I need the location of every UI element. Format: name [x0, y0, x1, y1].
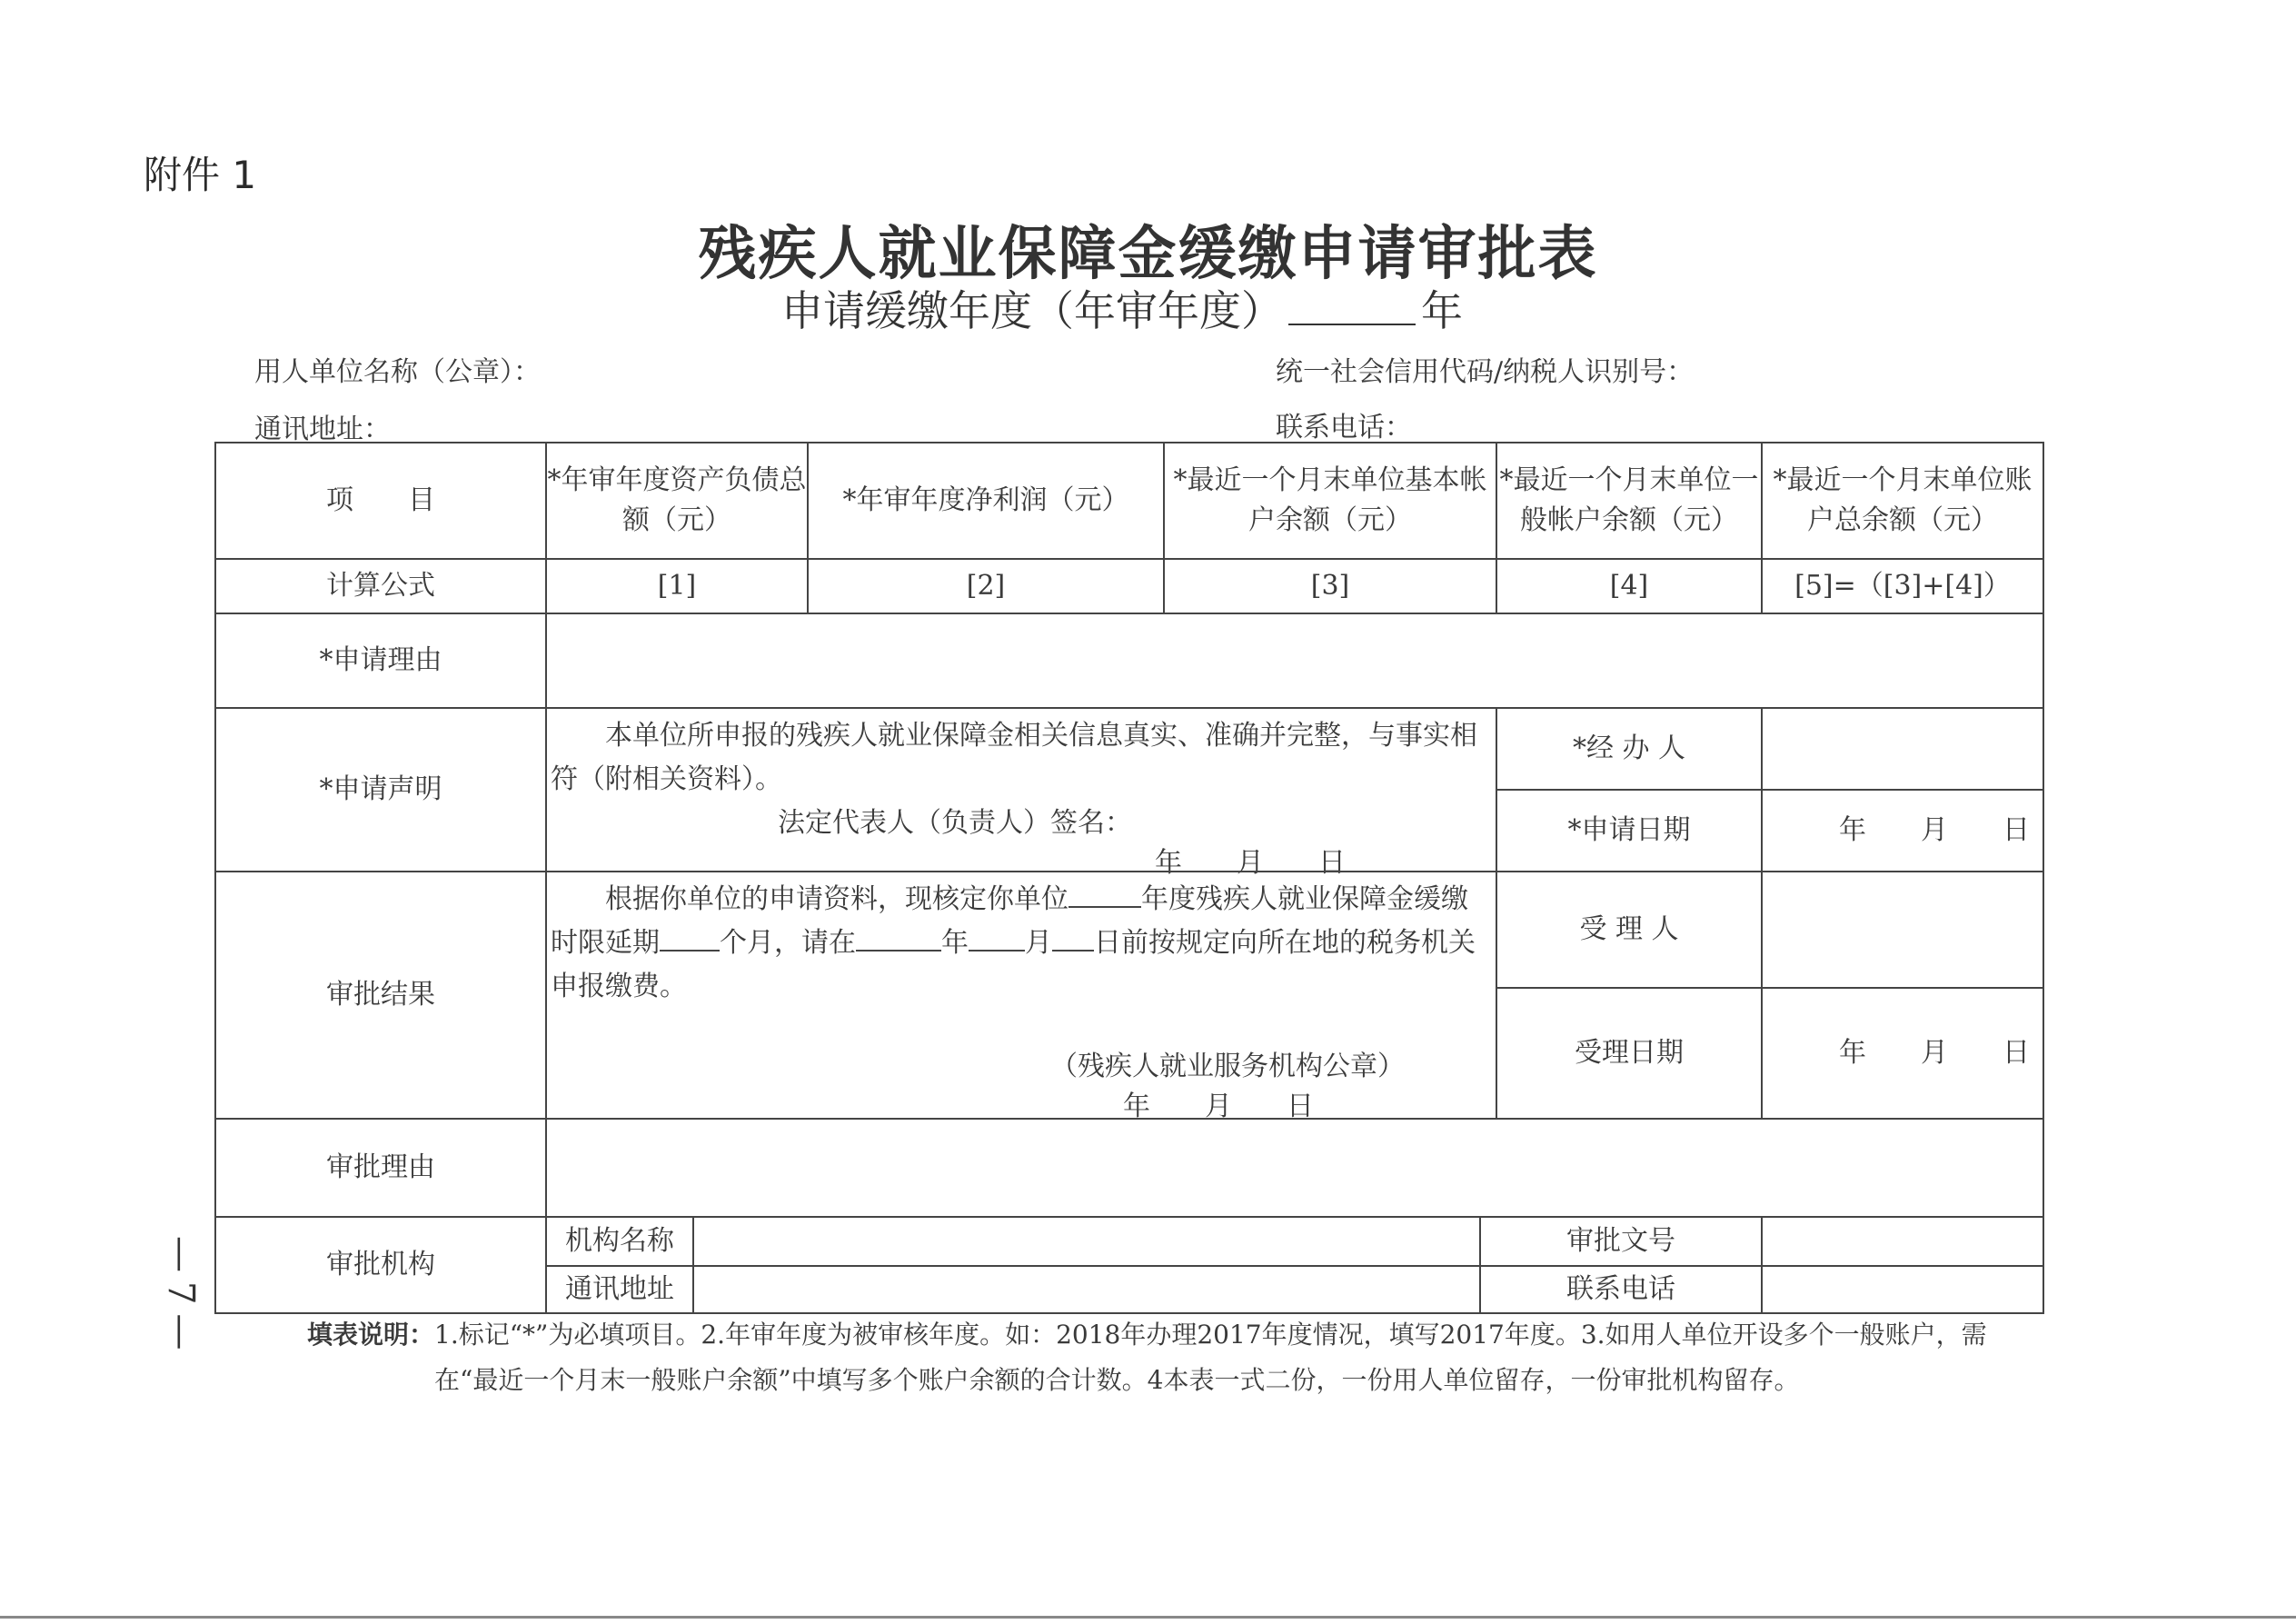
form-title: 残疾人就业保障金缓缴申请审批表: [698, 220, 1598, 288]
approval-text-2: 年度残疾人就业保障金缓缴时限延期: [551, 883, 1468, 959]
handler-field[interactable]: [1761, 707, 2044, 791]
formula-label: 计算公式: [214, 558, 547, 614]
deadline-day-blank[interactable]: [1052, 922, 1094, 951]
declaration-text-cell: [545, 707, 1497, 879]
receiver-label: 受 理 人: [1496, 871, 1763, 989]
instructions-text: 1.标记“*”为必填项目。2.年审年度为被审核年度。如：2018年办理2017年度情况，填写2017年度。3.如用人单位开设多个一般账户，需在“最近一个月末一般账户余额”中填写多个账户余额的合计数。4本表一式二份，一份用人单位留存，一份审批机构留存。: [434, 1320, 1987, 1395]
doc-no-label: 审批文号: [1479, 1216, 1763, 1267]
doc-no-field[interactable]: [1761, 1216, 2044, 1267]
subtitle-prefix: 申请缓缴年度（年审年度）: [781, 286, 1283, 335]
months-blank[interactable]: [660, 922, 720, 951]
org-phone-label: 联系电话: [1479, 1265, 1763, 1314]
org-name-field[interactable]: [692, 1216, 1481, 1267]
instructions-label: 填表说明：: [307, 1320, 435, 1350]
approval-text-4: 年: [941, 927, 969, 959]
credit-code-label: 统一社会信用代码/纳税人识别号：: [1276, 356, 1695, 388]
org-address-label: 通讯地址: [545, 1265, 694, 1314]
org-label: 审批机构: [214, 1216, 547, 1314]
org-address-field[interactable]: [692, 1265, 1481, 1314]
reason-field[interactable]: [545, 613, 2044, 709]
formula-1[interactable]: [1]: [545, 558, 809, 614]
formula-4[interactable]: [4]: [1496, 558, 1763, 614]
year-blank[interactable]: [1068, 879, 1141, 908]
approval-text-5: 月: [1025, 927, 1052, 959]
attachment-label: 附件 1: [144, 153, 257, 197]
approval-text-6: 日前按规定向所在地的税务机关申报缴费。: [551, 927, 1476, 1002]
approval-date: 年 月 日: [1123, 1091, 1314, 1122]
approval-text-3: 个月，请在: [720, 927, 856, 959]
approval-text-cell: [545, 871, 1497, 1120]
header-total-balance: *最近一个月末单位账户总余额（元）: [1761, 442, 2044, 560]
form-subtitle: [781, 278, 1463, 338]
org-phone-field[interactable]: [1761, 1265, 2044, 1314]
declaration-label: *申请声明: [214, 707, 547, 872]
approval-reason-field[interactable]: [545, 1118, 2044, 1218]
subtitle-suffix: 年: [1421, 286, 1463, 335]
deadline-month-blank[interactable]: [969, 922, 1025, 951]
declaration-date: 年 月 日: [1155, 847, 1346, 879]
apply-date-label: *申请日期: [1496, 789, 1763, 872]
page-number: —7—: [160, 1236, 202, 1360]
approval-reason-label: 审批理由: [214, 1118, 547, 1218]
formula-5[interactable]: [5]=（[3]+[4]）: [1761, 558, 2044, 614]
approval-seal: （残疾人就业服务机构公章）: [1050, 1051, 1405, 1082]
header-item: 项 目: [214, 442, 547, 560]
unit-name-label: 用人单位名称（公章）：: [254, 356, 541, 388]
fill-instructions: [307, 1312, 2043, 1403]
header-basic-account-balance: *最近一个月末单位基本帐户余额（元）: [1163, 442, 1497, 560]
formula-3[interactable]: [3]: [1163, 558, 1497, 614]
header-general-account-balance: *最近一个月末单位一般帐户余额（元）: [1496, 442, 1763, 560]
reason-label: *申请理由: [214, 613, 547, 709]
declaration-text: 本单位所申报的残疾人就业保障金相关信息真实、准确并完整，与事实相符（附相关资料）。: [551, 720, 1477, 795]
address-label: 通讯地址：: [254, 413, 391, 445]
receive-date-field[interactable]: 年 月 日: [1761, 987, 2044, 1120]
header-net-profit: *年审年度净利润（元）: [807, 442, 1165, 560]
receive-date-label: 受理日期: [1496, 987, 1763, 1120]
header-assets-liabilities: *年审年度资产负债总额（元）: [545, 442, 809, 560]
apply-date-field[interactable]: 年 月 日: [1761, 789, 2044, 872]
approval-text-1: 根据你单位的申请资料，现核定你单位: [605, 883, 1068, 915]
legal-rep-signature: 法定代表人（负责人）签名：: [778, 807, 1132, 839]
deadline-year-blank[interactable]: [856, 922, 941, 951]
handler-label: *经 办 人: [1496, 707, 1763, 791]
phone-label: 联系电话：: [1276, 412, 1412, 443]
formula-2[interactable]: [2]: [807, 558, 1165, 614]
approval-text: [551, 878, 1492, 1009]
year-blank[interactable]: [1288, 291, 1416, 325]
scan-edge-line: [0, 1616, 2296, 1619]
receiver-field[interactable]: [1761, 871, 2044, 989]
approval-label: 审批结果: [214, 871, 547, 1120]
org-name-label: 机构名称: [545, 1216, 694, 1267]
